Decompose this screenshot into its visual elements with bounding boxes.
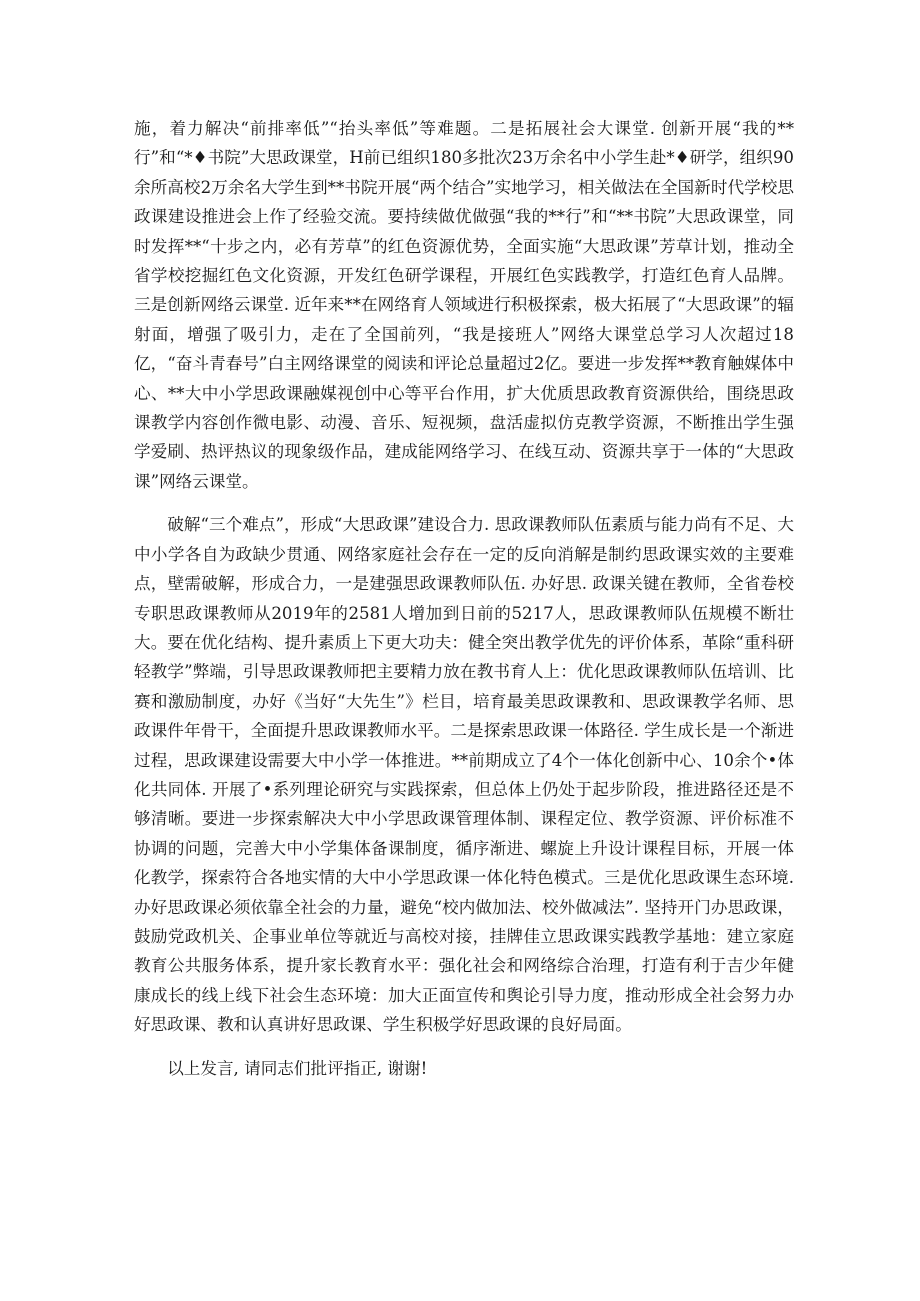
- document-body: [134, 114, 794, 1083]
- paragraph-three-difficulties: 破解“三个难点”，形成“大思政课”建设合力. 思政课教师队伍素质与能力尚有不足、大中小学各自为政缺少贯通、网络家庭社会存在一定的反向消解是制约思政课实效的主要难点，壁需破解，形成合力，一是建强思政课教师队伍. 办好思. 政课关键在教师，全省卷校专职思政课教师从2019年的2581人增加到日前的5217人，思政课教师队伍规模不断壮大。要在优化结构、提升素质上下更大功夫：健全突出教学优先的评价体系，革除“重科研轻教学”弊端，引导思政课教师把主要精力放在教书育人上：优化思政课教师队伍培训、比赛和激励制度，办好《当好“大先生”》栏目，培育最美思政课教和、思政课教学名师、思政课件年骨干，全面提升思政课教师水平。二是探索思政课一体路径. 学生成长是一个渐进过程，思政课建设需要大中小学一体推进。**前期成立了4个一体化创新中心、10余个•体化共同体. 开展了•系列理论研究与实践探索，但总体上仍处于起步阶段，推进路径还是不够清晰。要进一步探索解决大中小学思政课管理体制、课程定位、教学资源、评价标准不协调的问题，完善大中小学集体备课制度，循序渐进、螺旋上升设计课程目标，开展一体化教学，探索符合各地实情的大中小学思政课一体化特色模式。三是优化思政课生态环境. 办好思政课必须依靠全社会的力量，避免“校内做加法、校外做减法”. 坚持开门办思政课，鼓励党政机关、企事业单位等就近与高校对接，挂牌佳立思政课实践教学基地：建立家庭教育公共服务体系，提升家长教育水平：强化社会和网络综合治理，打造有利于吉少年健康成长的线上线下社会生态环境：加大正面宣传和舆论引导力度，推动形成全社会努力办好思政课、教和认真讲好思政课、学生积极学好思政课的良好局面。: [134, 515, 794, 1035]
- paragraph-closing: 以上发言, 请同志们批评指正, 谢谢!: [167, 1058, 428, 1078]
- paragraph-gap: [134, 1040, 794, 1054]
- paragraph-gap: [134, 496, 794, 510]
- paragraph-continuation: 施，着力解决“前排率低”“抬头率低”等难题。二是拓展社会大课堂. 创新开展“我的**行”和“*♦书院”大思政课堂，H前已组织180多批次23万余名中小学生赴*♦研学，组织90余所高校2万余名大学生到**书院开展“两个结合”实地学习，相关做法在全国新时代学校思政课建设推进会上作了经验交流。要持续做优做强“我的**行”和“**书院”大思政课堂，同时发挥**“十步之内，必有芳草”的红色资源优势，全面实施“大思政课”芳草计划，推动全省学校挖掘红色文化资源，开发红色研学课程，开展红色实践教学，打造红色育人品牌。三是创新网络云课堂. 近年来**在网络育人领域进行积极探索，极大拓展了“大思政课”的辐射面，增强了吸引力，走在了全国前列，“我是接班人”网络大课堂总学习人次超过18亿，“奋斗青春号”白主网络课堂的阅读和评论总量超过2亿。要进一步发挥**教育触媒体中心、**大中小学思政课融媒视创中心等平台作用，扩大优质思政教育资源供给，围绕思政课教学内容创作微电影、动漫、音乐、短视频，盘活虚拟仿克教学资源，不断推出学生强学爱刷、热评热议的现象级作品，建成能网络学习、在线互动、资源共享于一体的“大思政课”网络云课堂。: [134, 119, 794, 491]
